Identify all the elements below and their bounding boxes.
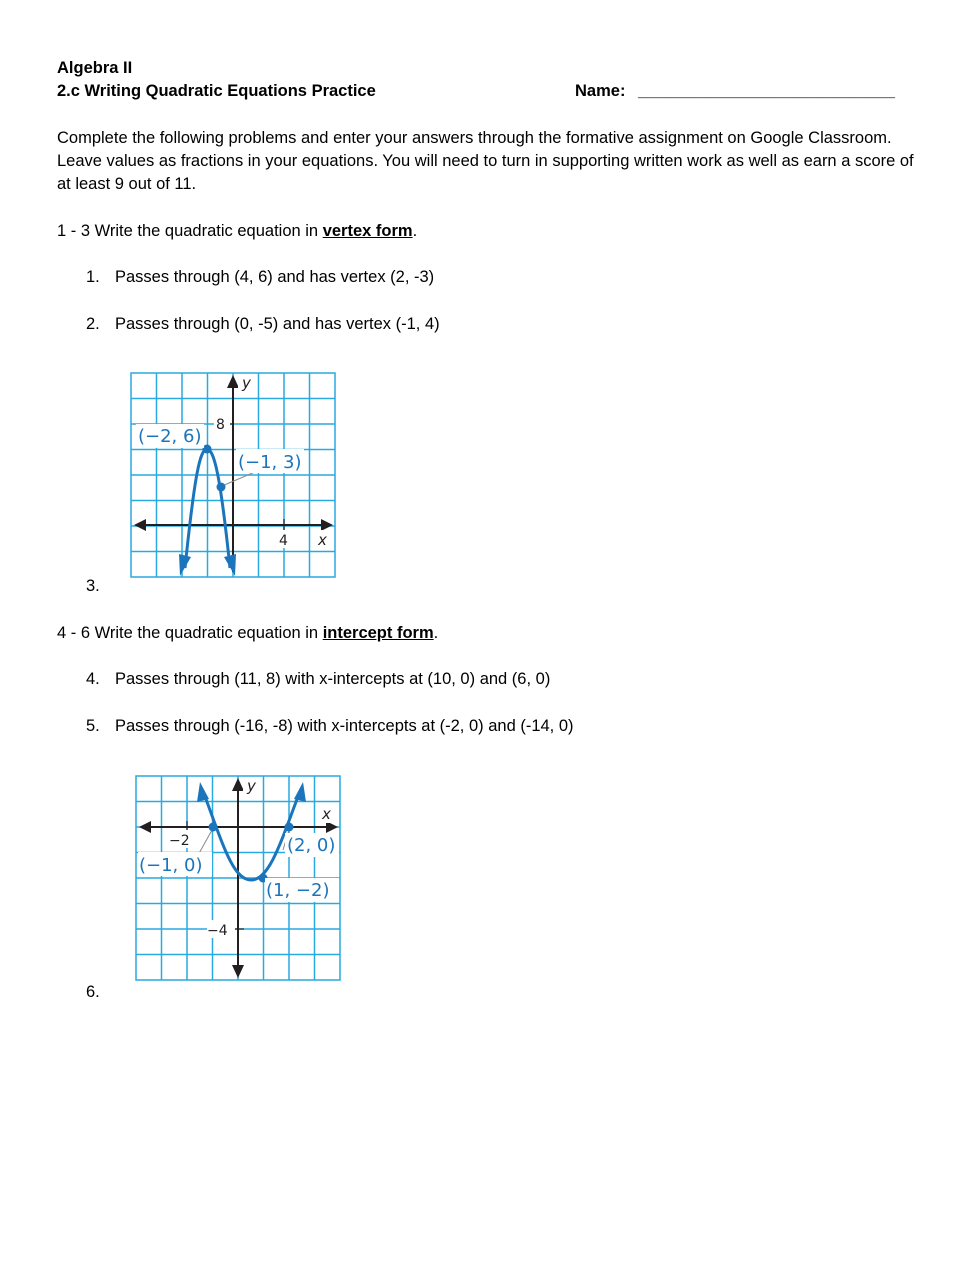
given-point xyxy=(217,483,226,492)
section-1-prefix: 1 - 3 Write the quadratic equation in xyxy=(57,222,323,240)
problem-2-text: Passes through (0, -5) and has vertex (-1, 4) xyxy=(115,315,440,333)
problem-6-graph xyxy=(135,775,341,986)
right-intercept-label: (2, 0) xyxy=(287,835,336,856)
y-tick-label: 8 xyxy=(216,417,225,433)
x-tick-label: 4 xyxy=(279,533,288,549)
problem-1-text: Passes through (4, 6) and has vertex (2, -3) xyxy=(115,268,435,286)
problem-6-number: 6. xyxy=(86,983,100,1001)
vertex-label: (1, −2) xyxy=(266,880,330,901)
y-axis-label: y xyxy=(247,777,256,795)
section-1-suffix: . xyxy=(412,222,418,240)
section-2-prefix: 4 - 6 Write the quadratic equation in xyxy=(57,624,323,642)
curve-arrow-left xyxy=(197,782,209,802)
problem-5-text: Passes through (-16, -8) with x-intercepts at (-2, 0) and (-14, 0) xyxy=(115,717,574,735)
instructions-paragraph: Complete the following problems and enter your answers through the formative assignment on Google Classroom. Leave values as fractions in your equations. You will need to turn in supporting written work as well as earn a score of at least 9 out of 11. xyxy=(57,129,914,193)
course-title: Algebra II xyxy=(57,59,133,77)
section-2-suffix: . xyxy=(433,624,439,642)
x-axis-label: x xyxy=(318,531,327,549)
right-intercept-point xyxy=(285,823,294,832)
y-axis xyxy=(227,375,239,572)
point-label: (−1, 3) xyxy=(238,452,302,473)
problem-4-text: Passes through (11, 8) with x-intercepts at (10, 0) and (6, 0) xyxy=(115,670,551,688)
x-axis-label: x xyxy=(322,805,331,823)
section-2-heading xyxy=(57,624,438,643)
problem-3-graph xyxy=(130,372,336,583)
curve-arrow-right xyxy=(294,782,306,802)
left-intercept-point xyxy=(209,823,218,832)
assignment-title: 2.c Writing Quadratic Equations Practice xyxy=(57,82,376,100)
section-2-form: intercept form xyxy=(322,624,434,642)
section-1-form: vertex form xyxy=(322,222,413,240)
vertex-form-graph-svg xyxy=(130,372,336,578)
problem-2-number: 2. xyxy=(86,315,100,333)
intercept-form-graph-svg xyxy=(135,775,341,981)
vertex-label: (−2, 6) xyxy=(138,426,202,447)
problem-1-number: 1. xyxy=(86,268,100,286)
left-intercept-label: (−1, 0) xyxy=(139,855,203,876)
x-tick-label: −2 xyxy=(169,833,190,849)
problem-5-number: 5. xyxy=(86,717,100,735)
name-label: Name: xyxy=(575,82,626,100)
curve-arrow-right xyxy=(224,554,236,576)
y-axis-label: y xyxy=(242,374,251,392)
y-tick-label: −4 xyxy=(207,923,228,939)
problem-3-number: 3. xyxy=(86,577,100,595)
section-1-heading xyxy=(57,222,417,241)
problem-4-number: 4. xyxy=(86,670,100,688)
curve-arrow-left xyxy=(179,554,191,576)
name-field[interactable]: ____________________________ xyxy=(638,82,895,100)
